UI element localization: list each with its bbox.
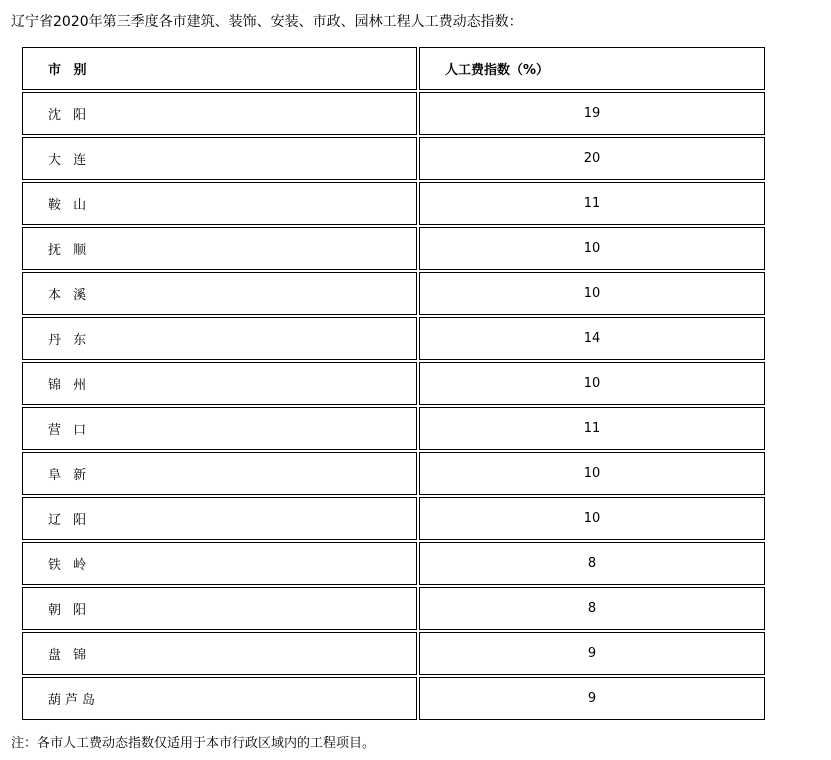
header-city: 市 别 [22,47,417,90]
index-cell: 14 [419,317,765,360]
index-cell: 19 [419,92,765,135]
footnote: 注：各市人工费动态指数仅适用于本市行政区域内的工程项目。 [11,736,376,751]
city-cell: 沈 阳 [22,92,417,135]
city-cell: 抚 顺 [22,227,417,270]
city-cell: 葫芦岛 [22,677,417,720]
table-row [22,272,765,315]
city-cell: 朝 阳 [22,587,417,630]
city-cell: 本 溪 [22,272,417,315]
index-cell: 10 [419,227,765,270]
index-cell: 20 [419,137,765,180]
city-cell: 鞍 山 [22,182,417,225]
table-row [22,452,765,495]
index-cell: 10 [419,452,765,495]
city-cell: 铁 岭 [22,542,417,585]
intro-text: 辽宁省2020年第三季度各市建筑、装饰、安装、市政、园林工程人工费动态指数： [11,14,523,30]
index-cell: 10 [419,497,765,540]
city-cell: 锦 州 [22,362,417,405]
city-cell: 丹 东 [22,317,417,360]
index-cell: 9 [419,632,765,675]
index-cell: 8 [419,542,765,585]
table-row [22,182,765,225]
city-cell: 辽 阳 [22,497,417,540]
header-index: 人工费指数（%） [419,47,765,90]
labor-cost-index-table-container [20,45,767,722]
index-cell: 10 [419,362,765,405]
table-row [22,542,765,585]
table-row [22,497,765,540]
table-row [22,587,765,630]
table-row [22,317,765,360]
table-row [22,137,765,180]
table-row [22,677,765,720]
table-row [22,227,765,270]
table-header-row [22,47,765,90]
table-row [22,362,765,405]
labor-cost-index-table [20,45,767,722]
index-cell: 11 [419,182,765,225]
city-cell: 营 口 [22,407,417,450]
index-cell: 10 [419,272,765,315]
table-row [22,407,765,450]
index-cell: 8 [419,587,765,630]
index-cell: 9 [419,677,765,720]
city-cell: 阜 新 [22,452,417,495]
table-row [22,632,765,675]
index-cell: 11 [419,407,765,450]
table-row [22,92,765,135]
city-cell: 盘 锦 [22,632,417,675]
city-cell: 大 连 [22,137,417,180]
